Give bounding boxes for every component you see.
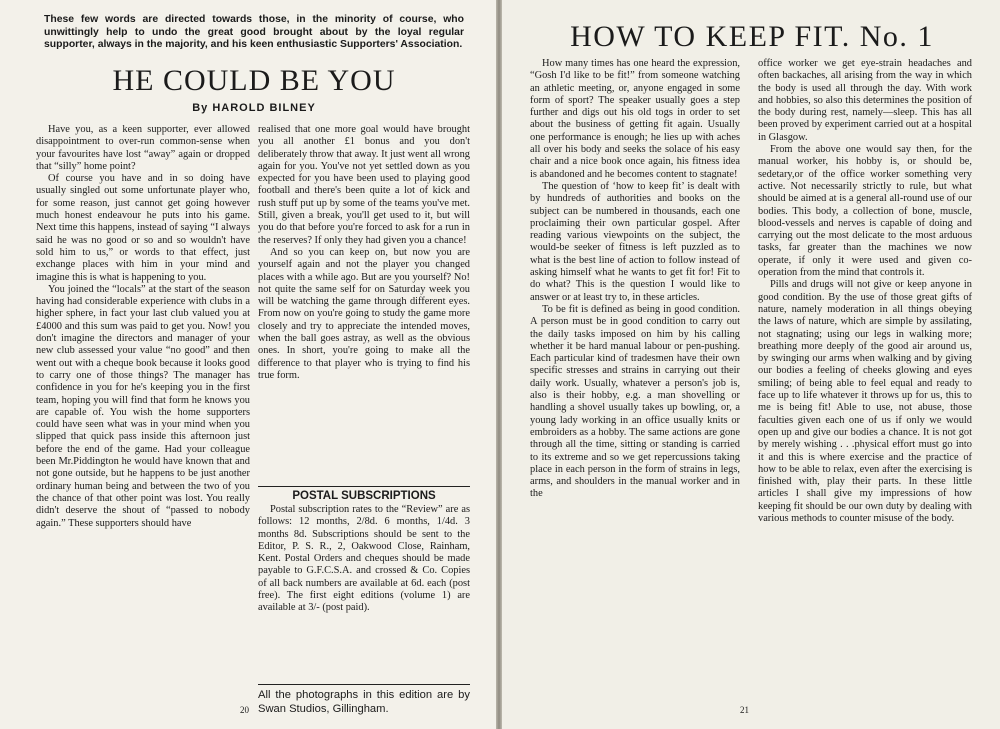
paragraph: The question of ‘how to keep fit’ is dealt with by hundreds of authorities and books on the subject can be numbered in thousands, each one proclaiming their own particular gospel. After reading various viewpoints on the subject, the would-be seeker of fitness is left puzzled as to what is the best line of action to follow instead of asking himself what he wants to get fit for! Fit to do what? This is the question I would like to answer or at least try to, in these articles. [530,180,740,303]
paragraph: From the above one would say then, for the manual worker, his hobby is, or should be, sedetary,or of the office worker something very active. Not necessarily strictly to rule, but what should be aimed at is a general all-round use of our bodies. This body, a collection of bone, muscle, blood-vessels and nerves is capable of doing and carrying out the most delicate to the most arduous tasks, far greater than the machines we now operate, if only it were used and given co-operation from the mind that controls it. [758,144,972,279]
right-page [502,0,1000,729]
subscriptions-box [258,490,470,615]
byline: By HAROLD BILNEY [192,102,316,114]
paragraph: realised that one more goal would have brought you all another £1 bonus and you don't deliberately throw that away. It just went all wrong again for you. You've not yet settled down as you expected for you have been used to playing good football and there's been quite a lot of kick and rush stuff put up by some of the teams you've met. Still, given a break, you'll get used to it, but will you do that before you're forced to ask for a run in the reserves? If only they had given you a chance! [258,124,470,246]
article-title-left: HE COULD BE YOU [112,64,396,97]
paragraph: office worker we get eye-strain headaches and often backaches, all arising from the way in which the body is used all through the day. With work and hobbies, so also this determines the position of the body during rest, namely—sleep. This has all been proved by experiment carried out at a hospital in Glasgow. [758,58,972,143]
left-page [0,0,496,729]
subscriptions-body: Postal subscription rates to the “Review” are as follows: 12 months, 2/8d. 6 months, 1/4d. 3 months 8d. Subscriptions should be sent to the Editor, P. S. R., 2, Oakwood Close, Rainham, Kent. Postal Orders and cheques should be made payable to G.F.C.S.A. and crossed & Co. Copies of all back numbers are available at 6d. each (post free). The first eight editions (volume 1) are available at 3/- (post paid). [258,504,470,614]
divider [258,486,470,487]
subscriptions-heading: POSTAL SUBSCRIPTIONS [292,490,436,502]
paragraph: To be fit is defined as being in good condition. A person must be in good condition to carry out the daily tasks imposed on him by his calling whether it be hard manual labour or pen-pushing. Each particular kind of tradesmen have their own specific stresses and strains in carrying out their daily work. Usually, whatever a person's job is, also is their hobby, e.g. a man shovelling or handling a shovel usually takes up bowling, or, a young lady working in an office usually knits or embroiders as a hobby. The same actions are gone through all the time, sitting or standing is carried to its extreme and so we get repercussions taking place in each person in the form of strains in legs, arms, and shoulders in the manual worker and in the [530,303,740,500]
paragraph: Of course you have and in so doing have usually singled out some unfortunate player who, for some reason, just cannot get going however much honest endeavour he puts into his game. Next time this happens, instead of saying “I always said he was no good or so and so wouldn't have sold him to us,” or words to that effect, just exchange places with him in your mind and imagine this is what is happening to you. [36,173,250,283]
right-column-2 [758,58,972,708]
page-number: 21 [740,705,749,715]
right-column-1 [530,58,740,708]
article-title-right: HOW TO KEEP FIT. No. 1 [570,20,934,53]
left-column-1 [36,124,250,716]
paragraph: And so you can keep on, but now you are yourself again and not the player you changed places with a while ago. But are you yourself? No! not quite the same self for on Saturday week you will be watching the game through different eyes. From now on you're going to study the game more closely and try to appreciate the intended moves, when the ball goes astray, as well as the obvious ones. In short, you're going to make all the difference to that player who is trying to find his true form. [258,246,470,381]
page-number: 20 [240,705,249,715]
intro-text: These few words are directed towards those, in the minority of course, who unwittingly help to undo the great good brought about by the loyal regular supporter, always in the majority, and his keen enthusiastic Supporters' Association. [44,14,464,51]
photo-credit: All the photographs in this edition are by Swan Studios, Gillingham. [258,689,470,715]
paragraph: Pills and drugs will not give or keep anyone in good condition. By the use of those great gifts of nature, namely moderation in all things obeying the laws of nature, which are simple by assilating, not stagnating; using our legs in walking more; breathing more deeply of the good air around us, by swinging our arms when walking and by giving our bodies a feeling of cheeks glowing and eyes smiling; of being able to feel equal and ready to face up to life whatever it throws up for us, this to me is being fit! Able to use, not abuse, those faculties given each one of us if only we would open up and give our bodies a chance. It is not got by merely wishing . . .physical effort must go into it and this is where exercise and the practice of how to be able to relax, even after the exercising is finished with, play their parts. In these little articles I shall give my impressions of how keeping fit should be our own duty by dealing with various methods to counter misuse of the body. [758,279,972,524]
paragraph: Have you, as a keen supporter, ever allowed disappointment to over-run common-sense when your favourites have lost “away” again or dropped that “silly” home point? [36,124,250,172]
paragraph: You joined the “locals” at the start of the season having had considerable experience with clubs in a higher sphere, in fact your last club valued you at £4000 and this sum was paid to get you. Now! you don't imagine the directors and manager of your new club assessed your value “no good” and then went out with a cheque book because it looks good to carry one of those things? The manager has confidence in you for he's keeping you in the first team, hoping you will find that form he knows you are capable of. You wish the home supporters could have seen what was in your mind when you slipped that quick pass inside this afternoon just before the end of the game. Had your colleague been Mr.Piddington he would have known that and not gone outside, but he happens to be just another ordinary human being and between the two of you the chance of that other point was lost. You really didn't deserve the shout of “passed to nobody again.” These supporters should have [36,283,250,529]
divider [258,684,470,685]
paragraph: How many times has one heard the expression, “Gosh I'd like to be fit!” from someone watching an athletic meeting, or, anyone engaged in some form of sport? The speaker usually goes a step further and digs out his old togs in order to set about the business of getting fit again. Usually one performance is enough; he lies up with aches all over his body and seeks the solace of his easy chair and a nice book once again, his fitness idea is abandoned and he becomes content to stagnate! [530,58,740,180]
left-column-2 [258,124,470,486]
